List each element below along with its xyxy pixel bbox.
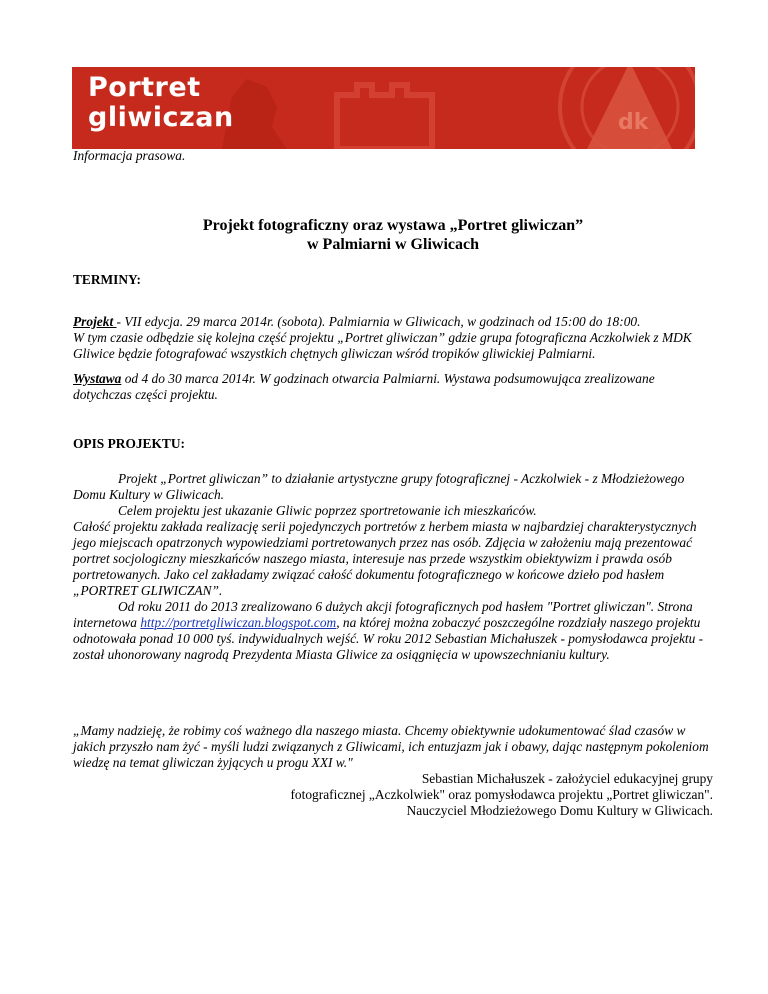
opis-goal: Celem projektu jest ukazanie Gliwic poprzez sportretowanie ich mieszkańców.: [118, 503, 537, 518]
opis-history: Od roku 2011 do 2013 zrealizowano 6 dużych akcji fotograficznych pod hasłem "Portret gliwiczan". Strona internetowa http://portretgliwiczan.blogspot.com, na której można zobaczyć poszczególne rozdziały naszego projektu odnotowała ponad 10 000 tyś. indywidualnych wejść. W roku 2012 Sebastian Michałuszek - pomysłodawca projektu - został uhonorowany nagrodą Prezydenta Miasta Gliwice za osiągnięcia w upowszechnianiu kultury.: [73, 599, 704, 662]
portret-gliwiczan-logo: Portret gliwiczan: [88, 72, 234, 133]
opis-description: Całość projektu zakłada realizację serii pojedynczych portretów z herbem miasta w najbardziej charakterystycznych jego miejscach opatrzonych wypowiedziami portretowanych przez nas osób. Zdjęcia w założeniu mają prezentować portret socjologiczny mieszkańców naszego miasta, interesuje nas przede wszystkim obiektywizm i prawda osób portretowanych. Jako cel zakładamy związać całość dokumentu fotograficznego w końcowe dzieło pod hasłem „PORTRET GLIWICZAN”.: [73, 519, 697, 598]
opis-intro: Projekt „Portret gliwiczan” to działanie artystyczne grupy fotograficznej - Aczkolwiek - z Młodzieżowego Domu Kultury w Gliwicach.: [73, 471, 685, 502]
opis-heading: OPIS PROJEKTU:: [73, 436, 185, 451]
projekt-paragraph: Projekt - VII edycja. 29 marca 2014r. (sobota). Palmiarnia w Gliwicach, w godzinach od 15:00 do 18:00. W tym czasie odbędzie się kolejna część projektu „Portret gliwiczan” gdzie grupa fotograficzna Aczkolwiek z MDK Gliwice będzie fotografować wszystkich chętnych gliwiczan wśród tropików gliwickiej Palmiarni.: [73, 314, 692, 361]
wystawa-paragraph: Wystawa od 4 do 30 marca 2014r. W godzinach otwarcia Palmiarni. Wystawa podsumowująca zrealizowane dotychczas części projektu.: [73, 371, 655, 402]
blog-link[interactable]: http://portretgliwiczan.blogspot.com: [140, 615, 337, 630]
svg-text:dk: dk: [618, 110, 649, 135]
terms-heading: TERMINY:: [73, 272, 141, 287]
header-banner: [72, 67, 695, 149]
press-label: Informacja prasowa.: [73, 148, 186, 163]
document-body: [73, 148, 713, 819]
document-title: Projekt fotograficzny oraz wystawa „Portret gliwiczan” w Palmiarni w Gliwicach: [202, 217, 584, 253]
quote-paragraph: „Mamy nadzieję, że robimy coś ważnego dla naszego miasta. Chcemy obiektywnie udokumentować ślad czasów w jakich przyszło nam żyć - myśli ludzi związanych z Gliwicami, ich entuzjazm jak i obawy, dając następnym pokoleniom wiedzę na temat gliwiczan żyjących u progu XXI w.": [73, 723, 709, 770]
signature: Sebastian Michałuszek - założyciel edukacyjnej grupy fotograficznej „Aczkolwiek" oraz pomysłodawca projektu „Portret gliwiczan". Nauczyciel Młodzieżowego Domu Kultury w Gliwicach.: [290, 771, 713, 818]
